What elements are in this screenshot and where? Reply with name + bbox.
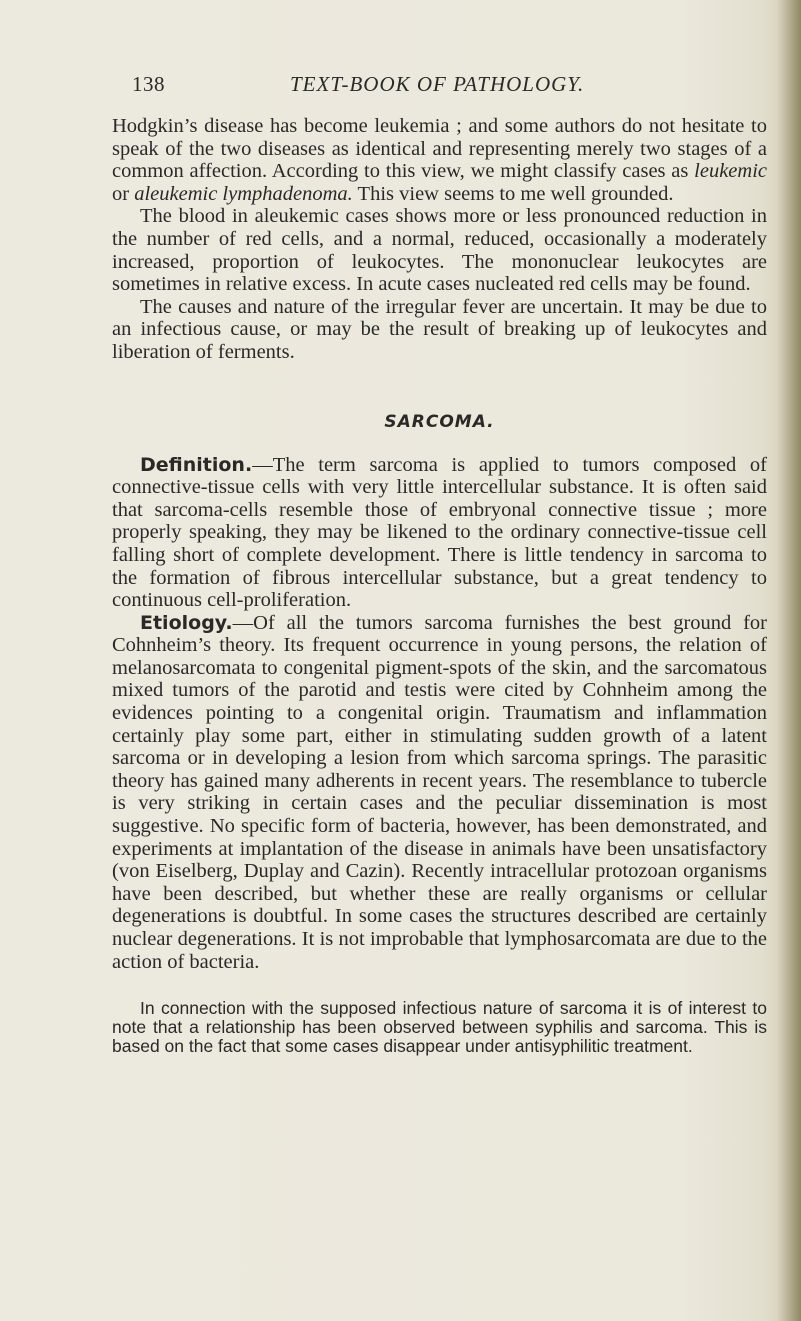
running-title: TEXT-BOOK OF PATHOLOGY. — [290, 72, 585, 96]
page-number: 138 — [132, 72, 165, 96]
paragraph-text: This view seems to me well grounded. — [352, 182, 674, 205]
paragraph-fever: The causes and nature of the irregular fever are uncertain. It may be due to an infectious cause, or may be the result of breaking up of leukocytes and liberation of ferments. — [112, 295, 767, 363]
etiology-text: —Of all the tumors sarcoma furnishes the best ground for Cohnheim’s theory. Its frequent occurrence in young persons, the relation of melanosarcomata to congenital pigment-spots of the skin, and the sarcomatous mixed tumors of the parotid and testis were cited by Cohnheim among the evidences pointing to a congenital origin. Traumatism and inflammation certainly play some part, either in stimulating sudden growth of a latent sarcoma or in developing a lesion from which sarcoma springs. The parasitic theory has gained many adherents in recent years. The resemblance to tubercle is very striking in certain cases and the peculiar dissemination is most suggestive. No specific form of bacteria, however, has been demonstrated, and experiments at implantation of the disease in animals have been unsatisfactory (von Eiselberg, Duplay and Cazin). Recently intracellular protozoan organisms have been described, but whether these are really organisms or cellular degenerations is doubtful. In some cases the structures described are certainly nuclear degenerations. It is not improbable that lymphosarcomata are due to the action of bacteria. — [112, 611, 767, 973]
section-heading: SARCOMA. — [384, 411, 495, 432]
page-body — [112, 115, 767, 1056]
term-aleukemic-lymphadenoma: aleukemic lymphadenoma. — [134, 182, 353, 205]
definition-label: Definition. — [140, 453, 253, 476]
term-leukemic: leukemic — [694, 160, 767, 183]
paragraph-definition — [112, 454, 767, 612]
paragraph-blood: The blood in aleukemic cases shows more or less pronounced reduction in the number of red cells, and a normal, reduced, occasionally a moderately increased, proportion of leukocytes. The mononuclear leukocytes are sometimes in relative excess. In acute cases nucleated red cells may be found. — [112, 205, 767, 296]
paragraph-text: or — [112, 182, 135, 205]
footnote-paragraph: In connection with the supposed infectious nature of sarcoma it is of interest to note that a relationship has been observed between syphilis and sarcoma. This is based on the fact that some cases disappear under antisyphilitic treatment. — [112, 998, 767, 1057]
page-edge-shadow — [777, 0, 801, 1321]
paragraph-etiology — [112, 612, 767, 974]
paragraph-hodgkin — [112, 115, 767, 205]
definition-text: —The term sarcoma is applied to tumors composed of connective-tissue cells with very little intercellular substance. It is often said that sarcoma-cells resemble those of embryonal connective tissue ; more properly speaking, they may be likened to the ordinary connective-tissue cell falling short of complete development. There is little tendency in sarcoma to the formation of fibrous intercellular substance, but a great tendency to continuous cell-proliferation. — [112, 453, 767, 612]
paragraph-text: Hodgkin’s disease has become leukemia ; and some authors do not hesitate to speak of the two diseases as identical and representing merely two stages of a common affection. According to this view, we might classify cases as — [112, 115, 767, 183]
etiology-label: Etiology. — [140, 611, 233, 634]
